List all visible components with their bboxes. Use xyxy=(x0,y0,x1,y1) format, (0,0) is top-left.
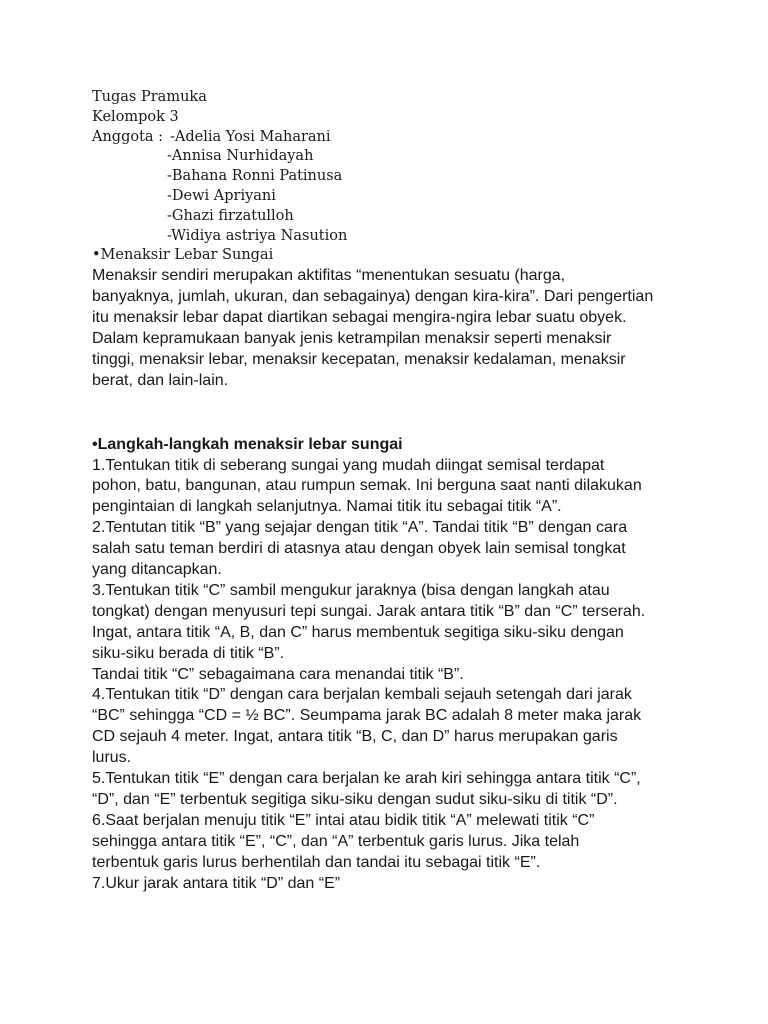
step-line: Ingat, antara titik “A, B, dan C” harus membentuk segitiga siku-siku dengan xyxy=(92,623,624,641)
members-label: Anggota : xyxy=(92,128,164,145)
member-name: -Widiya astriya Nasution xyxy=(167,227,348,244)
steps-list xyxy=(92,456,692,895)
step-line: lurus. xyxy=(92,749,132,767)
step-line: salah satu teman berdiri di atasnya atau dengan obyek lain semisal tongkat xyxy=(92,540,626,558)
step-line: 5.Tentukan titik “E” dengan cara berjalan ke arah kiri sehingga antara titik “C”, xyxy=(92,770,641,788)
spacer xyxy=(92,392,692,435)
paragraph-line: berat, dan lain-lain. xyxy=(92,371,229,389)
step-line: “D”, dan “E” terbentuk segitiga siku-siku dengan sudut siku-siku di titik “D”. xyxy=(92,791,618,809)
section-body xyxy=(92,266,692,391)
step-line: 7.Ukur jarak antara titik “D” dan “E” xyxy=(92,874,341,892)
step-line: terbentuk garis lurus berhentilah dan tandai itu sebagai titik “E”. xyxy=(92,853,541,871)
paragraph-line: tinggi, menaksir lebar, menaksir kecepatan, menaksir kedalaman, menaksir xyxy=(92,350,626,368)
members-row xyxy=(92,128,692,148)
section-heading: •Menaksir Lebar Sungai xyxy=(92,247,274,264)
paragraph-line: Menaksir sendiri merupakan aktifitas “menentukan sesuatu (harga, xyxy=(92,267,566,285)
paragraph-line: banyaknya, jumlah, ukuran, dan sebagainya) dengan kira-kira”. Dari pengertian xyxy=(92,288,654,306)
step-line: sehingga antara titik “E”, “C”, dan “A” terbentuk garis lurus. Jika telah xyxy=(92,832,580,850)
member-name: -Annisa Nurhidayah xyxy=(167,148,314,165)
step-line: pengintaian di langkah selanjutnya. Namai titik itu sebagai titik “A”. xyxy=(92,498,562,516)
step-line: CD sejauh 4 meter. Ingat, antara titik “B, C, dan D” harus merupakan garis xyxy=(92,728,618,746)
paragraph-line: Dalam kepramukaan banyak jenis ketrampilan menaksir seperti menaksir xyxy=(92,329,612,347)
member-name: -Dewi Apriyani xyxy=(167,187,276,204)
paragraph-line: itu menaksir lebar dapat diartikan sebagai mengira-ngira lebar suatu obyek. xyxy=(92,308,627,326)
member-name: -Bahana Ronni Patinusa xyxy=(167,168,343,185)
step-line: 3.Tentukan titik “C” sambil mengukur jaraknya (bisa dengan langkah atau xyxy=(92,581,610,599)
group-name: Kelompok 3 xyxy=(92,108,179,125)
step-line: pohon, batu, bangunan, atau rumpun semak. Ini berguna saat nanti dilakukan xyxy=(92,477,642,495)
assignment-title: Tugas Pramuka xyxy=(92,89,207,105)
step-line: siku-siku berada di titik “B”. xyxy=(92,644,285,662)
step-line: 4.Tentukan titik “D” dengan cara berjalan kembali sejauh setengah dari jarak xyxy=(92,686,632,704)
section-heading: •Langkah-langkah menaksir lebar sungai xyxy=(92,435,403,453)
step-line: 6.Saat berjalan menuju titik “E” intai atau bidik titik “A” melewati titik “C” xyxy=(92,811,595,829)
step-line: 2.Tentutan titik “B” yang sejajar dengan titik “A”. Tandai titik “B” dengan cara xyxy=(92,519,628,537)
document-page xyxy=(92,88,692,895)
step-line: “BC” sehingga “CD = ½ BC”. Seumpama jarak BC adalah 8 meter maka jarak xyxy=(92,707,642,725)
step-line: 1.Tentukan titik di seberang sungai yang mudah diingat semisal terdapat xyxy=(92,456,605,474)
member-name: -Ghazi firzatulloh xyxy=(167,207,294,224)
step-line: tongkat) dengan menyusuri tepi sungai. Jarak antara titik “B” dan “C” terserah. xyxy=(92,602,646,620)
step-line: Tandai titik “C” sebagaimana cara menandai titik “B”. xyxy=(92,665,464,683)
step-line: yang ditancapkan. xyxy=(92,561,222,579)
member-name: -Adelia Yosi Maharani xyxy=(170,128,331,145)
